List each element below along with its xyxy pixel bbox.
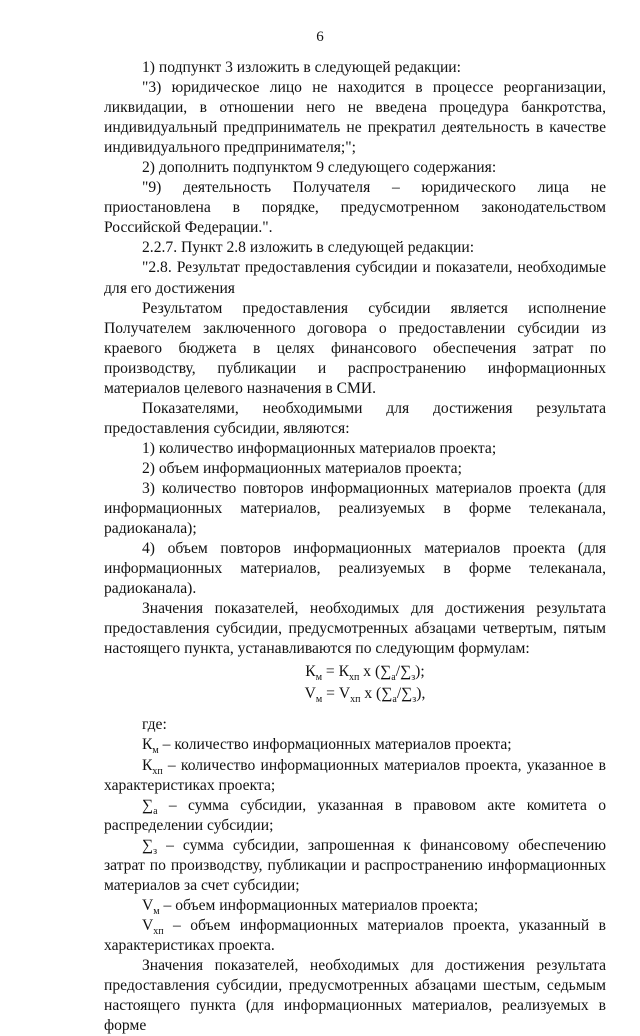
definition-sum-z: $\sum_з$ – сумма субсидии, запрошенная к финансовому обеспечению затрат по производству, публикации и распространению информационных материалов за счет субсидии; <box>104 836 606 894</box>
definition-km: $К_м$ – количество информационных материалов проекта; <box>142 736 512 757</box>
paragraph-values-second: Значения показателей, необходимых для достижения результата предоставления субсидии, предусмотренных абзацами шестым, седьмым настоящего пункта (для информационных материалов, реализуемых в форме <box>104 956 606 1035</box>
definition-khp: $К_{хп}$ – количество информационных материалов проекта, указанное в характеристиках проекта; <box>104 756 606 794</box>
formula-vm: $V_м = V_{хп}$ х $(\sum_а/\sum_з)$, <box>304 685 426 706</box>
definition-sum-a: $\sum_а$ – сумма субсидии, указанная в правовом акте комитета о распределении субсидии; <box>104 796 606 834</box>
document-body <box>104 58 606 1036</box>
formula-km: $К_м = К_{хп}$ х $(\sum_а/\sum_з)$; <box>305 663 425 684</box>
paragraph-clause-2-8-heading: "2.8. Результат предоставления субсидии и показатели, необходимые для его достижения <box>104 259 606 297</box>
paragraph-indicator-3: 3) количество повторов информационных материалов проекта (для информационных материалов, реализуемых в форме телеканала, радиоканала); <box>104 479 606 538</box>
formula-block <box>104 661 606 705</box>
paragraph-subpoint-3-text: "3) юридическое лицо не находится в процессе реорганизации, ликвидации, в отношении него не введена процедура банкротства, индивидуальный предприниматель не прекратил деятельность в качестве индивидуального предпринимателя;"; <box>104 79 606 157</box>
paragraph-indicator-4: 4) объем повторов информационных материалов проекта (для информационных материалов, реализуемых в форме телеканала, радиоканала). <box>104 540 606 598</box>
definition-vhp: $V_{хп}$ – объем информационных материалов проекта, указанный в характеристиках проекта. <box>104 916 606 954</box>
paragraph-subpoint-9-intro: 2) дополнить подпунктом 9 следующего содержания: <box>142 159 497 177</box>
paragraph-indicators-intro: Показателями, необходимыми для достижения результата предоставления субсидии, являются: <box>104 399 606 437</box>
paragraph-clause-2-2-7: 2.2.7. Пункт 2.8 изложить в следующей редакции: <box>142 239 475 257</box>
page-number: 6 <box>316 29 324 45</box>
paragraph-indicator-1: 1) количество информационных материалов проекта; <box>142 439 497 457</box>
paragraph-result: Результатом предоставления субсидии является исполнение Получателем заключенного договора о предоставлении субсидии из краевого бюджета в целях финансового обеспечения затрат по производству, публикации и распространению информационных материалов целевого назначения в СМИ. <box>104 299 606 397</box>
paragraph-formulas-intro: Значения показателей, необходимых для достижения результата предоставления субсидии, предусмотренных абзацами четвертым, пятым настоящего пункта, устанавливаются по следующим формулам: <box>104 600 606 658</box>
paragraph-indicator-2: 2) объем информационных материалов проекта; <box>142 459 462 477</box>
where-label: где: <box>142 716 167 734</box>
definition-vm: $V_м$ – объем информационных материалов проекта; <box>142 896 479 917</box>
paragraph-subpoint-3-intro: 1) подпункт 3 изложить в следующей редакции: <box>142 59 461 76</box>
paragraph-subpoint-9-text: "9) деятельность Получателя – юридического лица не приостановлена в порядке, предусмотренном законодательством Российской Федерации.". <box>104 179 606 237</box>
